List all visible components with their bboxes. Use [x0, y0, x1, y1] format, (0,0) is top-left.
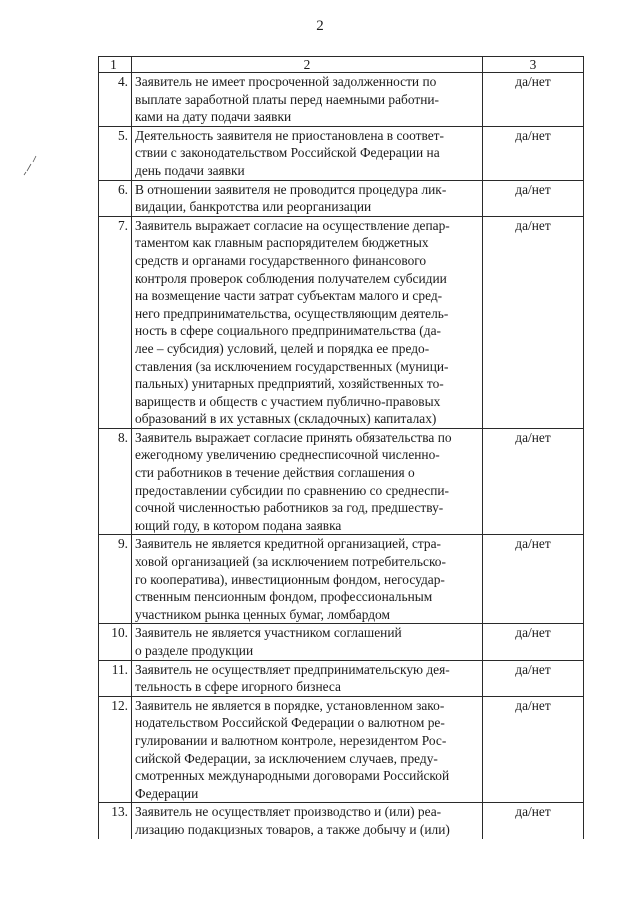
table-row	[99, 73, 584, 127]
row-statement: Заявитель выражает согласие на осуществление депар- таментом как главным распорядителем бюджетных средств и органами государственного финансового контроля проверок соблюдения получателем субсидии на возмещение части затрат субъектам малого и сред- него предпринимательства, осуществляющим деятель- ность в сфере социального предпринимательства (да- лее – субсидия) условий, целей и порядка ее предо- ставления (за исключением государственных (муници- пальных) унитарных предприятий, хозяйственных то- вариществ и обществ с участием публично-правовых образований в их уставных (складочных) капиталах)	[132, 216, 483, 428]
row-answer: да/нет	[483, 624, 584, 660]
row-number: 11.	[99, 660, 132, 696]
table-row	[99, 180, 584, 216]
row-number: 5.	[99, 126, 132, 180]
header-col-2: 2	[132, 57, 483, 73]
row-statement: Заявитель не осуществляет производство и (или) реа- лизацию подакцизных товаров, а также добычу и (или)	[132, 803, 483, 839]
row-answer: да/нет	[483, 73, 584, 127]
row-answer: да/нет	[483, 216, 584, 428]
page-number: 2	[316, 18, 324, 34]
table-row	[99, 216, 584, 428]
row-answer: да/нет	[483, 535, 584, 624]
scan-artifact-mark	[22, 154, 40, 176]
row-statement: Заявитель не является участником соглашений о разделе продукции	[132, 624, 483, 660]
row-number: 13.	[99, 803, 132, 839]
row-statement: Заявитель не является кредитной организацией, стра- ховой организацией (за исключением потребительско- го кооператива), инвестиционным фондом, негосудар- ственным пенсионным фондом, профессиональным участником рынка ценных бумаг, ломбардом	[132, 535, 483, 624]
requirements-table	[98, 56, 584, 839]
row-answer: да/нет	[483, 428, 584, 535]
row-statement: Заявитель не имеет просроченной задолженности по выплате заработной платы перед наемными работни- ками на дату подачи заявки	[132, 73, 483, 127]
row-statement: Заявитель выражает согласие принять обязательства по ежегодному увеличению среднесписочной численно- сти работников в течение действия соглашения о предоставлении субсидии по сравнению со среднеспи- сочной численностью работников за год, предшеству- ющий году, в котором подана заявка	[132, 428, 483, 535]
row-number: 12.	[99, 696, 132, 803]
row-statement: Заявитель не осуществляет предпринимательскую дея- тельность в сфере игорного бизнеса	[132, 660, 483, 696]
row-statement: Заявитель не является в порядке, установленном зако- нодательством Российской Федерации о валютном ре- гулировании и валютном контроле, нерезидентом Рос- сийской Федерации, за исключением случаев, преду- смотренных международными договорами Российской Федерации	[132, 696, 483, 803]
row-number: 4.	[99, 73, 132, 127]
row-number: 10.	[99, 624, 132, 660]
row-answer: да/нет	[483, 696, 584, 803]
row-number: 6.	[99, 180, 132, 216]
row-answer: да/нет	[483, 803, 584, 839]
row-answer: да/нет	[483, 660, 584, 696]
table-row	[99, 660, 584, 696]
table-row	[99, 535, 584, 624]
table-row	[99, 696, 584, 803]
row-answer: да/нет	[483, 180, 584, 216]
row-number: 8.	[99, 428, 132, 535]
table-row	[99, 624, 584, 660]
row-statement: В отношении заявителя не проводится процедура лик- видации, банкротства или реорганизации	[132, 180, 483, 216]
table-row	[99, 803, 584, 839]
header-col-3: 3	[483, 57, 584, 73]
row-statement: Деятельность заявителя не приостановлена в соответ- ствии с законодательством Российской Федерации на день подачи заявки	[132, 126, 483, 180]
table-row	[99, 428, 584, 535]
table-row	[99, 126, 584, 180]
header-col-1: 1	[99, 57, 132, 73]
table-header-row	[99, 57, 584, 73]
row-number: 9.	[99, 535, 132, 624]
row-number: 7.	[99, 216, 132, 428]
row-answer: да/нет	[483, 126, 584, 180]
